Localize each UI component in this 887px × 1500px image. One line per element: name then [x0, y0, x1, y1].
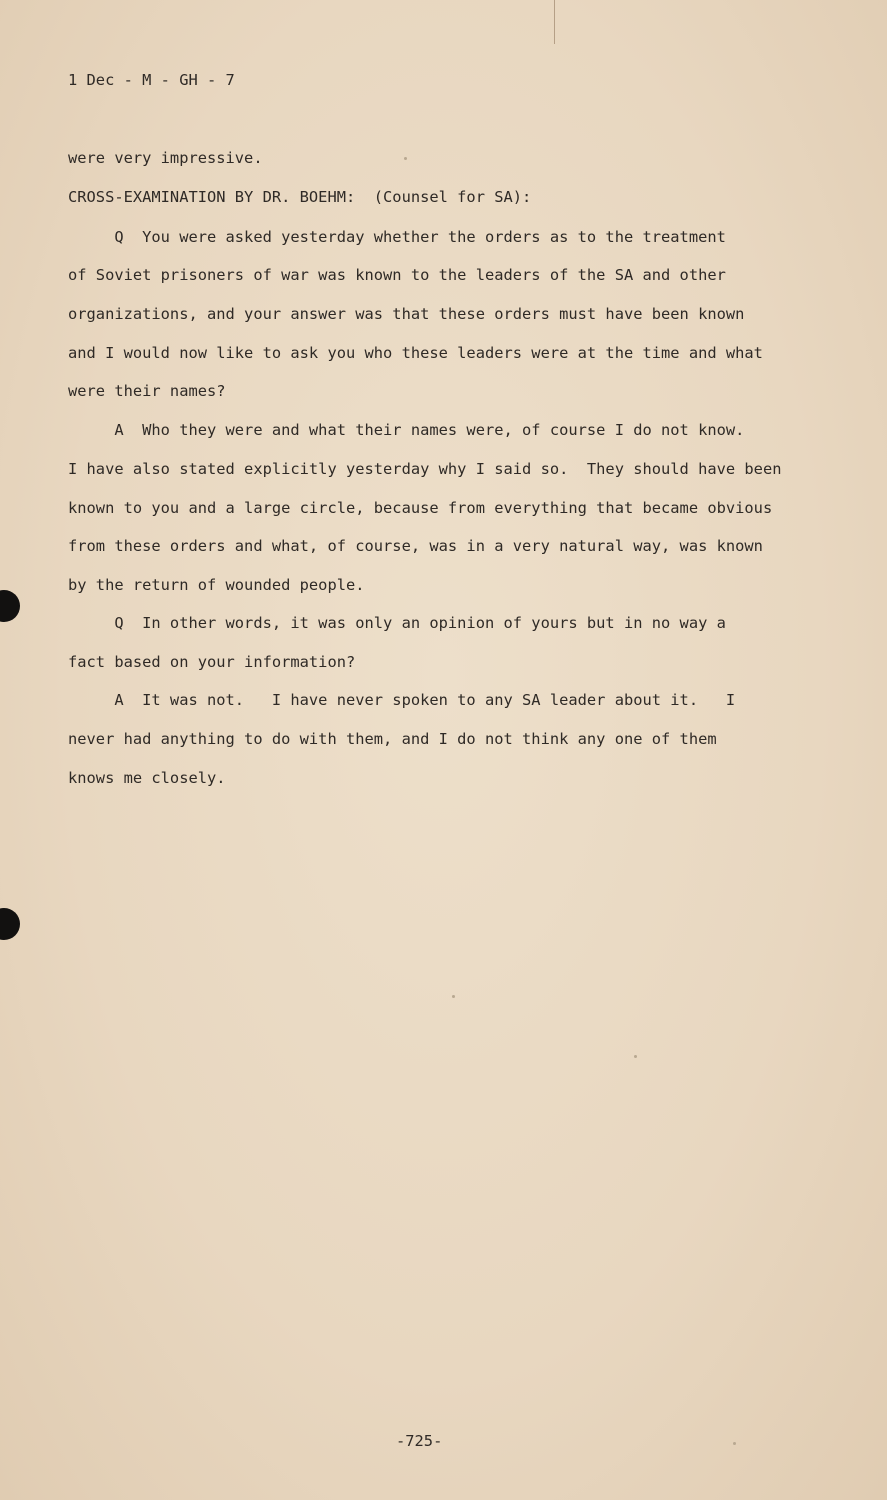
text-line: were their names?	[68, 382, 226, 400]
paper-crease	[551, 0, 555, 44]
text-line: organizations, and your answer was that these orders must have been known	[68, 305, 745, 323]
text-line: I have also stated explicitly yesterday why I said so. They should have been	[68, 460, 782, 478]
text-line: were very impressive.	[68, 149, 263, 167]
text-line: never had anything to do with them, and I do not think any one of them	[68, 730, 717, 748]
text-line: A It was not. I have never spoken to any SA leader about it. I	[68, 691, 736, 709]
text-line: by the return of wounded people.	[68, 576, 365, 594]
page-number: -725-	[396, 1432, 443, 1450]
paper-speck	[404, 157, 407, 160]
text-line: known to you and a large circle, because from everything that became obvious	[68, 499, 773, 517]
text-line: of Soviet prisoners of war was known to the leaders of the SA and other	[68, 266, 726, 284]
punch-hole-lower	[0, 908, 20, 940]
text-line: Q In other words, it was only an opinion of yours but in no way a	[68, 614, 726, 632]
section-heading: CROSS-EXAMINATION BY DR. BOEHM: (Counsel for SA):	[68, 188, 532, 206]
text-line: and I would now like to ask you who these leaders were at the time and what	[68, 344, 763, 362]
text-line: Q You were asked yesterday whether the orders as to the treatment	[68, 228, 726, 246]
text-line: from these orders and what, of course, was in a very natural way, was known	[68, 537, 763, 555]
text-line: knows me closely.	[68, 769, 226, 787]
header-reference: 1 Dec - M - GH - 7	[68, 71, 235, 89]
paper-speck	[634, 1055, 637, 1058]
text-line: A Who they were and what their names were, of course I do not know.	[68, 421, 745, 439]
punch-hole-upper	[0, 590, 20, 622]
text-line: fact based on your information?	[68, 653, 356, 671]
paper-speck	[452, 995, 455, 998]
paper-speck	[733, 1442, 736, 1445]
